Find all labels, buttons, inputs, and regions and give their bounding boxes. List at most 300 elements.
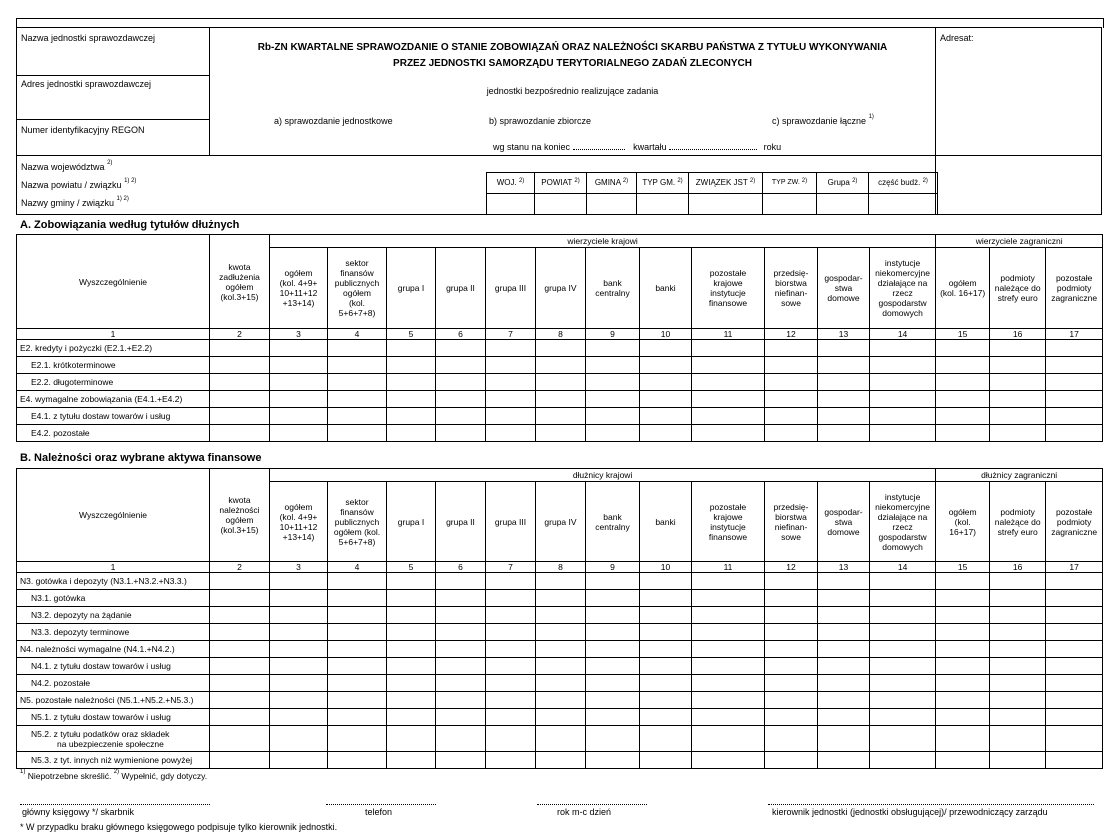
value-cell[interactable] (436, 675, 486, 692)
value-cell[interactable] (870, 658, 936, 675)
value-cell[interactable] (486, 692, 536, 709)
value-cell[interactable] (387, 425, 436, 442)
value-cell[interactable] (387, 692, 436, 709)
value-cell[interactable] (387, 709, 436, 726)
value-cell[interactable] (765, 391, 818, 408)
value-cell[interactable] (328, 425, 387, 442)
value-cell[interactable] (586, 641, 640, 658)
value-cell[interactable] (765, 408, 818, 425)
value-cell[interactable] (210, 675, 270, 692)
value-cell[interactable] (486, 357, 536, 374)
value-cell[interactable] (586, 726, 640, 752)
value-cell[interactable] (270, 573, 328, 590)
value-cell[interactable] (536, 752, 586, 769)
value-cell[interactable] (436, 658, 486, 675)
value-cell[interactable] (270, 590, 328, 607)
code-input[interactable] (637, 194, 689, 215)
value-cell[interactable] (328, 726, 387, 752)
value-cell[interactable] (1046, 675, 1103, 692)
value-cell[interactable] (765, 658, 818, 675)
value-cell[interactable] (328, 357, 387, 374)
value-cell[interactable] (210, 340, 270, 357)
head-signature-line[interactable] (768, 804, 1094, 805)
value-cell[interactable] (586, 391, 640, 408)
value-cell[interactable] (387, 340, 436, 357)
value-cell[interactable] (436, 391, 486, 408)
value-cell[interactable] (210, 573, 270, 590)
value-cell[interactable] (818, 590, 870, 607)
code-input[interactable] (587, 194, 637, 215)
code-input[interactable] (817, 194, 869, 215)
value-cell[interactable] (210, 726, 270, 752)
value-cell[interactable] (692, 752, 765, 769)
value-cell[interactable] (990, 675, 1046, 692)
value-cell[interactable] (818, 374, 870, 391)
value-cell[interactable] (818, 357, 870, 374)
value-cell[interactable] (936, 340, 990, 357)
code-input[interactable] (689, 194, 763, 215)
value-cell[interactable] (586, 692, 640, 709)
value-cell[interactable] (536, 641, 586, 658)
value-cell[interactable] (536, 692, 586, 709)
value-cell[interactable] (1046, 658, 1103, 675)
value-cell[interactable] (990, 573, 1046, 590)
value-cell[interactable] (387, 607, 436, 624)
value-cell[interactable] (328, 607, 387, 624)
value-cell[interactable] (818, 624, 870, 641)
value-cell[interactable] (990, 607, 1046, 624)
value-cell[interactable] (536, 709, 586, 726)
value-cell[interactable] (936, 675, 990, 692)
value-cell[interactable] (692, 590, 765, 607)
value-cell[interactable] (210, 624, 270, 641)
value-cell[interactable] (270, 624, 328, 641)
value-cell[interactable] (486, 425, 536, 442)
value-cell[interactable] (436, 641, 486, 658)
value-cell[interactable] (536, 408, 586, 425)
value-cell[interactable] (692, 675, 765, 692)
value-cell[interactable] (818, 425, 870, 442)
year-input[interactable] (669, 149, 757, 150)
value-cell[interactable] (1046, 391, 1103, 408)
value-cell[interactable] (936, 408, 990, 425)
value-cell[interactable] (990, 374, 1046, 391)
quarter-input[interactable] (573, 149, 625, 150)
date-line[interactable] (537, 804, 647, 805)
value-cell[interactable] (936, 692, 990, 709)
value-cell[interactable] (270, 408, 328, 425)
value-cell[interactable] (692, 726, 765, 752)
value-cell[interactable] (870, 573, 936, 590)
value-cell[interactable] (210, 425, 270, 442)
value-cell[interactable] (640, 752, 692, 769)
value-cell[interactable] (210, 641, 270, 658)
value-cell[interactable] (210, 752, 270, 769)
value-cell[interactable] (990, 624, 1046, 641)
value-cell[interactable] (486, 709, 536, 726)
value-cell[interactable] (818, 658, 870, 675)
table-row (17, 692, 1103, 709)
value-cell[interactable] (586, 607, 640, 624)
value-cell[interactable] (436, 573, 486, 590)
value-cell[interactable] (640, 340, 692, 357)
value-cell[interactable] (328, 641, 387, 658)
value-cell[interactable] (936, 658, 990, 675)
value-cell[interactable] (328, 675, 387, 692)
row-label-text: N3.1. gotówka (31, 593, 86, 603)
value-cell[interactable] (387, 624, 436, 641)
value-cell[interactable] (536, 374, 586, 391)
value-cell[interactable] (486, 752, 536, 769)
value-cell[interactable] (692, 641, 765, 658)
value-cell[interactable] (270, 357, 328, 374)
value-cell[interactable] (818, 607, 870, 624)
value-cell[interactable] (870, 425, 936, 442)
value-cell[interactable] (640, 425, 692, 442)
value-cell[interactable] (486, 658, 536, 675)
value-cell[interactable] (990, 425, 1046, 442)
value-cell[interactable] (387, 408, 436, 425)
value-cell[interactable] (210, 357, 270, 374)
value-cell[interactable] (536, 675, 586, 692)
value-cell[interactable] (210, 607, 270, 624)
value-cell[interactable] (818, 709, 870, 726)
value-cell[interactable] (1046, 425, 1103, 442)
value-cell[interactable] (536, 391, 586, 408)
value-cell[interactable] (936, 590, 990, 607)
value-cell[interactable] (818, 675, 870, 692)
value-cell[interactable] (692, 692, 765, 709)
value-cell[interactable] (990, 726, 1046, 752)
value-cell[interactable] (270, 374, 328, 391)
value-cell[interactable] (436, 590, 486, 607)
value-cell[interactable] (586, 340, 640, 357)
value-cell[interactable] (210, 658, 270, 675)
value-cell[interactable] (270, 709, 328, 726)
value-cell[interactable] (765, 607, 818, 624)
value-cell[interactable] (436, 752, 486, 769)
h: (kol. (348, 298, 366, 308)
value-cell[interactable] (1046, 624, 1103, 641)
value-cell[interactable] (270, 658, 328, 675)
value-cell[interactable] (990, 752, 1046, 769)
value-cell[interactable] (486, 624, 536, 641)
value-cell[interactable] (586, 425, 640, 442)
value-cell[interactable] (436, 374, 486, 391)
column-number: 3 (270, 562, 328, 573)
value-cell[interactable] (692, 624, 765, 641)
value-cell[interactable] (990, 709, 1046, 726)
value-cell[interactable] (990, 340, 1046, 357)
regon-field[interactable] (17, 120, 209, 155)
value-cell[interactable] (586, 624, 640, 641)
value-cell[interactable] (536, 425, 586, 442)
value-cell[interactable] (328, 624, 387, 641)
value-cell[interactable] (270, 391, 328, 408)
code-input[interactable] (487, 194, 535, 215)
value-cell[interactable] (387, 675, 436, 692)
value-cell[interactable] (870, 624, 936, 641)
value-cell[interactable] (328, 752, 387, 769)
value-cell[interactable] (870, 709, 936, 726)
value-cell[interactable] (640, 374, 692, 391)
value-cell[interactable] (640, 675, 692, 692)
option-combined[interactable] (772, 116, 874, 126)
value-cell[interactable] (870, 374, 936, 391)
value-cell[interactable] (640, 391, 692, 408)
value-cell[interactable] (870, 590, 936, 607)
value-cell[interactable] (486, 726, 536, 752)
value-cell[interactable] (436, 340, 486, 357)
value-cell[interactable] (436, 607, 486, 624)
value-cell[interactable] (870, 752, 936, 769)
value-cell[interactable] (328, 340, 387, 357)
value-cell[interactable] (387, 374, 436, 391)
value-cell[interactable] (536, 607, 586, 624)
value-cell[interactable] (818, 340, 870, 357)
value-cell[interactable] (328, 709, 387, 726)
value-cell[interactable] (586, 709, 640, 726)
value-cell[interactable] (692, 709, 765, 726)
value-cell[interactable] (270, 340, 328, 357)
value-cell[interactable] (486, 391, 536, 408)
value-cell[interactable] (870, 675, 936, 692)
value-cell[interactable] (536, 624, 586, 641)
unit-address-field[interactable] (17, 76, 209, 120)
value-cell[interactable] (692, 374, 765, 391)
value-cell[interactable] (936, 624, 990, 641)
value-cell[interactable] (936, 726, 990, 752)
value-cell[interactable] (328, 573, 387, 590)
value-cell[interactable] (586, 573, 640, 590)
value-cell[interactable] (270, 607, 328, 624)
addressee-field[interactable] (935, 28, 1102, 155)
value-cell[interactable] (818, 692, 870, 709)
value-cell[interactable] (936, 641, 990, 658)
value-cell[interactable] (328, 408, 387, 425)
value-cell[interactable] (486, 590, 536, 607)
value-cell[interactable] (640, 641, 692, 658)
value-cell[interactable] (436, 726, 486, 752)
value-cell[interactable] (1046, 692, 1103, 709)
value-cell[interactable] (870, 726, 936, 752)
value-cell[interactable] (692, 408, 765, 425)
value-cell[interactable] (1046, 374, 1103, 391)
value-cell[interactable] (328, 692, 387, 709)
value-cell[interactable] (1046, 726, 1103, 752)
value-cell[interactable] (210, 408, 270, 425)
value-cell[interactable] (486, 675, 536, 692)
value-cell[interactable] (765, 692, 818, 709)
value-cell[interactable] (270, 675, 328, 692)
value-cell[interactable] (536, 357, 586, 374)
value-cell[interactable] (436, 425, 486, 442)
unit-name-field[interactable] (17, 28, 209, 76)
value-cell[interactable] (765, 573, 818, 590)
value-cell[interactable] (765, 374, 818, 391)
value-cell[interactable] (1046, 340, 1103, 357)
value-cell[interactable] (1046, 607, 1103, 624)
value-cell[interactable] (818, 408, 870, 425)
value-cell[interactable] (640, 709, 692, 726)
value-cell[interactable] (436, 692, 486, 709)
value-cell[interactable] (270, 752, 328, 769)
value-cell[interactable] (387, 641, 436, 658)
value-cell[interactable] (692, 607, 765, 624)
value-cell[interactable] (870, 357, 936, 374)
value-cell[interactable] (692, 658, 765, 675)
value-cell[interactable] (870, 391, 936, 408)
value-cell[interactable] (486, 607, 536, 624)
value-cell[interactable] (210, 590, 270, 607)
value-cell[interactable] (936, 573, 990, 590)
value-cell[interactable] (692, 391, 765, 408)
value-cell[interactable] (692, 425, 765, 442)
value-cell[interactable] (765, 641, 818, 658)
value-cell[interactable] (818, 391, 870, 408)
value-cell[interactable] (486, 374, 536, 391)
value-cell[interactable] (640, 573, 692, 590)
option-individual[interactable]: a) sprawozdanie jednostkowe (274, 116, 393, 126)
value-cell[interactable] (436, 624, 486, 641)
value-cell[interactable] (765, 726, 818, 752)
value-cell[interactable] (870, 692, 936, 709)
value-cell[interactable] (586, 408, 640, 425)
value-cell[interactable] (765, 340, 818, 357)
value-cell[interactable] (586, 374, 640, 391)
value-cell[interactable] (640, 692, 692, 709)
value-cell[interactable] (387, 590, 436, 607)
value-cell[interactable] (692, 357, 765, 374)
value-cell[interactable] (536, 658, 586, 675)
value-cell[interactable] (765, 624, 818, 641)
value-cell[interactable] (936, 425, 990, 442)
value-cell[interactable] (536, 340, 586, 357)
value-cell[interactable] (990, 357, 1046, 374)
value-cell[interactable] (387, 752, 436, 769)
value-cell[interactable] (990, 692, 1046, 709)
value-cell[interactable] (936, 374, 990, 391)
value-cell[interactable] (387, 357, 436, 374)
value-cell[interactable] (640, 658, 692, 675)
value-cell[interactable] (486, 340, 536, 357)
value-cell[interactable] (936, 391, 990, 408)
value-cell[interactable] (1046, 709, 1103, 726)
value-cell[interactable] (436, 709, 486, 726)
value-cell[interactable] (586, 752, 640, 769)
value-cell[interactable] (387, 658, 436, 675)
value-cell[interactable] (210, 709, 270, 726)
value-cell[interactable] (765, 675, 818, 692)
value-cell[interactable] (990, 658, 1046, 675)
value-cell[interactable] (536, 726, 586, 752)
value-cell[interactable] (586, 675, 640, 692)
value-cell[interactable] (870, 607, 936, 624)
value-cell[interactable] (870, 641, 936, 658)
value-cell[interactable] (640, 624, 692, 641)
date-label: rok m-c dzień (557, 807, 612, 817)
value-cell[interactable] (765, 590, 818, 607)
value-cell[interactable] (387, 391, 436, 408)
accountant-signature-line[interactable] (20, 804, 210, 805)
value-cell[interactable] (990, 408, 1046, 425)
value-cell[interactable] (270, 726, 328, 752)
phone-line[interactable] (326, 804, 436, 805)
value-cell[interactable] (936, 752, 990, 769)
value-cell[interactable] (765, 357, 818, 374)
value-cell[interactable] (586, 658, 640, 675)
value-cell[interactable] (1046, 573, 1103, 590)
value-cell[interactable] (486, 573, 536, 590)
value-cell[interactable] (436, 408, 486, 425)
value-cell[interactable] (870, 408, 936, 425)
value-cell[interactable] (210, 692, 270, 709)
value-cell[interactable] (990, 391, 1046, 408)
value-cell[interactable] (328, 590, 387, 607)
value-cell[interactable] (936, 709, 990, 726)
value-cell[interactable] (1046, 357, 1103, 374)
value-cell[interactable] (328, 374, 387, 391)
value-cell[interactable] (640, 357, 692, 374)
value-cell[interactable] (536, 573, 586, 590)
value-cell[interactable] (270, 692, 328, 709)
value-cell[interactable] (765, 709, 818, 726)
option-aggregate[interactable]: b) sprawozdanie zbiorcze (489, 116, 592, 126)
value-cell[interactable] (387, 573, 436, 590)
value-cell[interactable] (1046, 408, 1103, 425)
value-cell[interactable] (270, 641, 328, 658)
value-cell[interactable] (936, 607, 990, 624)
value-cell[interactable] (765, 425, 818, 442)
value-cell[interactable] (387, 726, 436, 752)
value-cell[interactable] (818, 726, 870, 752)
h: podmioty (1000, 273, 1035, 283)
value-cell[interactable] (270, 425, 328, 442)
value-cell[interactable] (818, 573, 870, 590)
value-cell[interactable] (692, 340, 765, 357)
value-cell[interactable] (1046, 752, 1103, 769)
value-cell[interactable] (640, 607, 692, 624)
code-input[interactable] (869, 194, 938, 215)
value-cell[interactable] (328, 391, 387, 408)
code-input[interactable] (763, 194, 817, 215)
value-cell[interactable] (936, 357, 990, 374)
code-input[interactable] (535, 194, 587, 215)
value-cell[interactable] (586, 357, 640, 374)
value-cell[interactable] (818, 752, 870, 769)
value-cell[interactable] (990, 590, 1046, 607)
value-cell[interactable] (640, 726, 692, 752)
value-cell[interactable] (486, 641, 536, 658)
value-cell[interactable] (990, 641, 1046, 658)
value-cell[interactable] (210, 374, 270, 391)
value-cell[interactable] (536, 590, 586, 607)
value-cell[interactable] (870, 340, 936, 357)
value-cell[interactable] (692, 573, 765, 590)
value-cell[interactable] (640, 590, 692, 607)
value-cell[interactable] (640, 408, 692, 425)
value-cell[interactable] (328, 658, 387, 675)
value-cell[interactable] (486, 408, 536, 425)
value-cell[interactable] (210, 391, 270, 408)
value-cell[interactable] (818, 641, 870, 658)
value-cell[interactable] (1046, 641, 1103, 658)
h: działające na (877, 278, 928, 288)
value-cell[interactable] (436, 357, 486, 374)
value-cell[interactable] (1046, 590, 1103, 607)
value-cell[interactable] (586, 590, 640, 607)
value-cell[interactable] (765, 752, 818, 769)
